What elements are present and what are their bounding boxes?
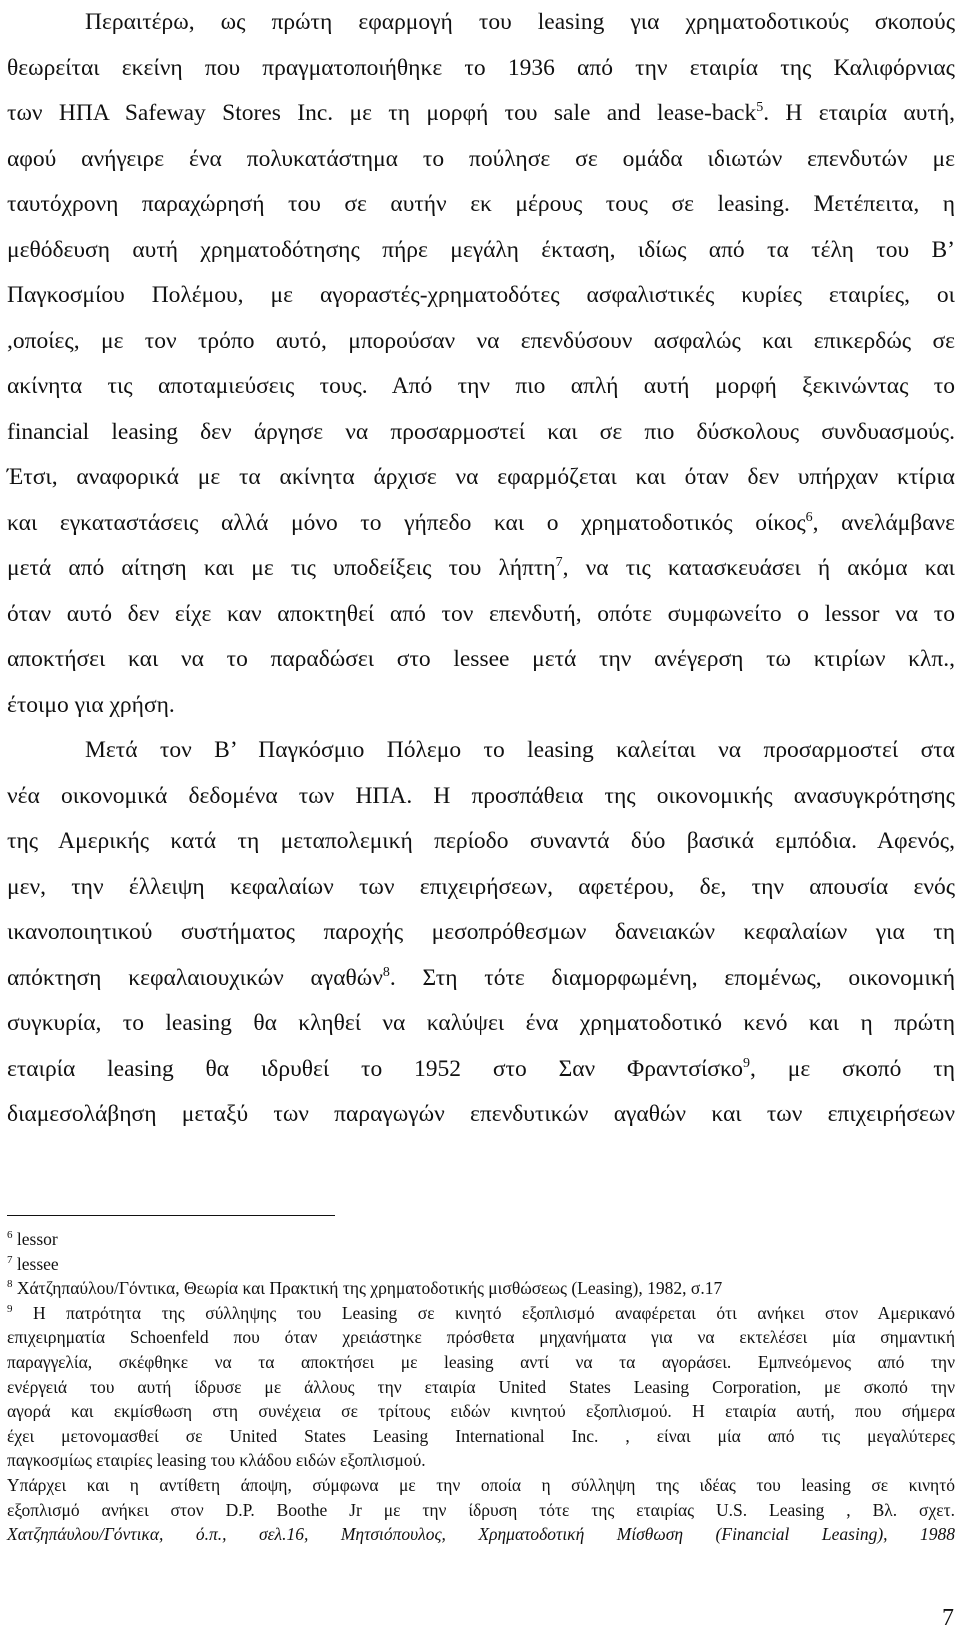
footnote-text: ενέργειά του αυτή ίδρυσε με άλλους την εταιρία United States Leasing Corporation, με σκοπό την [7, 1376, 955, 1397]
body-line [7, 273, 955, 319]
body-line-text: διαμεσολάβηση μεταξύ των παραγωγών επενδυτικών αγαθών και των επιχειρήσεων [7, 1101, 955, 1127]
footnote-line [7, 1301, 955, 1326]
body-line [7, 774, 955, 820]
body-line-text-after: , να τις κατασκευάσει ή ακόμα και [562, 555, 955, 581]
body-line-text: μεθόδευση αυτή χρηματοδότησης πήρε μεγάλη έκταση, ιδίως από τα τέλη του Β’ [7, 236, 955, 263]
body-line [7, 819, 955, 865]
body-line-text: ταυτόχρονη παραχώρησή του σε αυτήν εκ μέρους τους σε leasing. Μετέπειτα, η [7, 191, 955, 217]
body-line [7, 728, 955, 774]
body-line [7, 1047, 955, 1093]
body-line [7, 1001, 955, 1047]
footnote-number: 6 [7, 1229, 13, 1241]
body-line-text: έτοιμο για χρήση. [7, 691, 175, 718]
footnote-text: αγορά και εκμίσθωση στη συνέχεια σε τρίτους ειδών κινητού εξοπλισμού. Η εταιρία αυτή, που σήμερα [7, 1401, 955, 1422]
body-line-text: συγκυρία, το leasing θα κληθεί να καλύψει ένα χρηματοδοτικό κενό και η πρώτη [7, 1010, 955, 1036]
footnote-line [7, 1252, 955, 1277]
body-line [7, 637, 955, 683]
body-line [7, 410, 955, 456]
footnote-reference: 8 [382, 964, 390, 980]
footnote-line [7, 1424, 955, 1449]
body-line [7, 137, 955, 183]
footnote-number: 8 [7, 1278, 13, 1291]
body-line-text: αποκτήσει και να το παραδώσει στο lessee μετά την ανέγερση τω κτιρίων κλπ., [7, 646, 955, 672]
body-line-text-after: , με σκοπό τη [750, 1055, 955, 1082]
footnote-line [7, 1498, 955, 1523]
footnote-text: Η πατρότητα της σύλληψης του Leasing σε κινητό εξοπλισμό αναφέρεται ότι ανήκει στον Αμερικανό [12, 1302, 955, 1323]
body-line [7, 228, 955, 274]
body-line-text: αφού ανήγειρε ένα πολυκατάστημα το πούλησε σε ομάδα ιδιωτών επενδυτών με [7, 145, 955, 172]
body-line-text: Έτσι, αναφορικά με τα ακίνητα άρχισε να εφαρμόζεται και όταν δεν υπήρχαν κτίρια [7, 464, 955, 490]
footnote-text: παγκοσμίως εταιρίες leasing του κλάδου ειδών εξοπλισμού. [7, 1450, 426, 1471]
footnote-line [7, 1325, 955, 1350]
body-line [7, 91, 955, 137]
footnote-line [7, 1473, 955, 1498]
body-line-text-after: , ανελάμβανε [812, 509, 956, 536]
body-line [7, 455, 955, 501]
body-line [7, 46, 955, 92]
footnote-text: lessee [12, 1253, 59, 1274]
body-line-text-after: . Στη τότε διαμορφωμένη, επομένως, οικονομική [389, 964, 955, 991]
footnote-line [7, 1522, 955, 1547]
body-line-text: εταιρία leasing θα ιδρυθεί το 1952 στο Σαν Φραντσίσκο [7, 1055, 744, 1082]
footnote-line [7, 1448, 955, 1473]
document-page [7, 0, 955, 1647]
body-line-text: και εγκαταστάσεις αλλά μόνο το γήπεδο και ο χρηματοδοτικός οίκος [7, 509, 806, 536]
body-line-text: Περαιτέρω, ως πρώτη εφαρμογή του leasing για χρηματοδοτικούς σκοπούς [85, 9, 955, 35]
body-line [7, 683, 955, 729]
body-line [7, 1092, 955, 1138]
footnote-reference: 5 [756, 100, 764, 115]
body-line-text: Μετά τον Β’ Παγκόσμιο Πόλεμο το leasing καλείται να προσαρμοστεί στα [85, 737, 955, 763]
page-number: 7 [942, 1605, 954, 1631]
footnote-line [7, 1375, 955, 1400]
footnote-text: επιχειρηματία Schoenfeld που όταν χρειάστηκε πρόσθετα μηχανήματα για να εκτελέσει μία σημαντική [7, 1327, 955, 1348]
body-line-text: νέα οικονομικά δεδομένα των ΗΠΑ. Η προσπάθεια της οικονομικής ανασυγκρότησης [7, 782, 955, 809]
body-line [7, 0, 955, 46]
footnote-line [7, 1399, 955, 1424]
footnote-text: παραγγελία, σκέφθηκε να τα αποκτήσει με leasing αντί να τα αγοράσει. Εμπνεόμενος από την [7, 1351, 955, 1372]
body-line-text: μεν, την έλλειψη κεφαλαίων των επιχειρήσεων, αφετέρου, δε, την απουσία ενός [7, 873, 955, 900]
footnote-line [7, 1227, 955, 1252]
footnote-text: lessor [12, 1229, 58, 1249]
body-line-text: της Αμερικής κατά τη μεταπολεμική περίοδο συναντά δύο βασικά εμπόδια. Αφενός, [7, 828, 955, 854]
body-line-text: θεωρείται εκείνη που πραγματοποιήθηκε το 1936 από την εταιρία της Καλιφόρνιας [7, 54, 955, 81]
body-line [7, 956, 955, 1002]
body-line [7, 364, 955, 410]
body-text [7, 0, 955, 1138]
body-line-text: ακίνητα τις αποταμιεύσεις τους. Από την πιο απλή αυτή μορφή ξεκινώντας το [7, 373, 955, 399]
body-line [7, 501, 955, 547]
footnote-text: εξοπλισμό ανήκει στον D.P. Boothe Jr με την ίδρυση τότε της εταιρίας U.S. Leasing , Βλ. σχετ. [7, 1499, 955, 1520]
footnote-reference: 6 [805, 509, 813, 525]
footnote-number: 9 [7, 1302, 13, 1315]
footnote-text: Χατζηπάυλου/Γόντικα, ό.π., σελ.16, Μητσιόπουλος, Χρηματοδοτική Μίσθωση (Financial Leasing), 1988 [7, 1524, 955, 1545]
body-line-text: των ΗΠΑ Safeway Stores Inc. με τη μορφή του sale and lease-back [7, 100, 757, 126]
footnote-reference: 7 [555, 555, 563, 570]
body-line [7, 592, 955, 638]
body-line [7, 182, 955, 228]
body-line [7, 546, 955, 592]
body-line-text: Παγκοσμίου Πολέμου, με αγοραστές-χρηματοδότες ασφαλιστικές κυρίες εταιρίες, οι [7, 282, 955, 308]
footnote-separator [7, 1215, 335, 1216]
body-line-text-after: . Η εταιρία αυτή, [763, 100, 955, 126]
footnote-line [7, 1350, 955, 1375]
body-line-text: απόκτηση κεφαλαιουχικών αγαθών [7, 964, 383, 991]
body-line-text: ,οποίες, με τον τρόπο αυτό, μπορούσαν να επενδύσουν ασφαλώς και επικερδώς σε [7, 327, 955, 354]
footnotes [7, 1227, 955, 1547]
footnote-number: 7 [7, 1253, 13, 1266]
body-line [7, 319, 955, 365]
footnote-text: έχει μετονομασθεί σε United States Leasing International Inc. , είναι μία από τις μεγαλύτερες [7, 1425, 955, 1446]
body-line-text: όταν αυτό δεν είχε καν αποκτηθεί από τον επενδυτή, οπότε συμφωνείτο ο lessor να το [7, 600, 955, 627]
footnote-reference: 9 [743, 1055, 751, 1071]
body-line-text: ικανοποιητικού συστήματος παροχής μεσοπρόθεσμων δανειακών κεφαλαίων για τη [7, 919, 955, 945]
footnote-text: Υπάρχει και η αντίθετη άποψη, σύμφωνα με την οποία η σύλληψη της ιδέας του leasing σε κινητό [7, 1474, 955, 1495]
footnote-line [7, 1276, 955, 1301]
body-line-text: financial leasing δεν άργησε να προσαρμοστεί και σε πιο δύσκολους συνδυασμούς. [7, 418, 955, 445]
body-line-text: μετά από αίτηση και με τις υποδείξεις του λήπτη [7, 555, 556, 581]
body-line [7, 910, 955, 956]
footnote-text: Χάτζηπαύλου/Γόντικα, Θεωρία και Πρακτική της χρηματοδοτικής μισθώσεως (Leasing), 1982, σ.17 [12, 1278, 723, 1299]
body-line [7, 865, 955, 911]
